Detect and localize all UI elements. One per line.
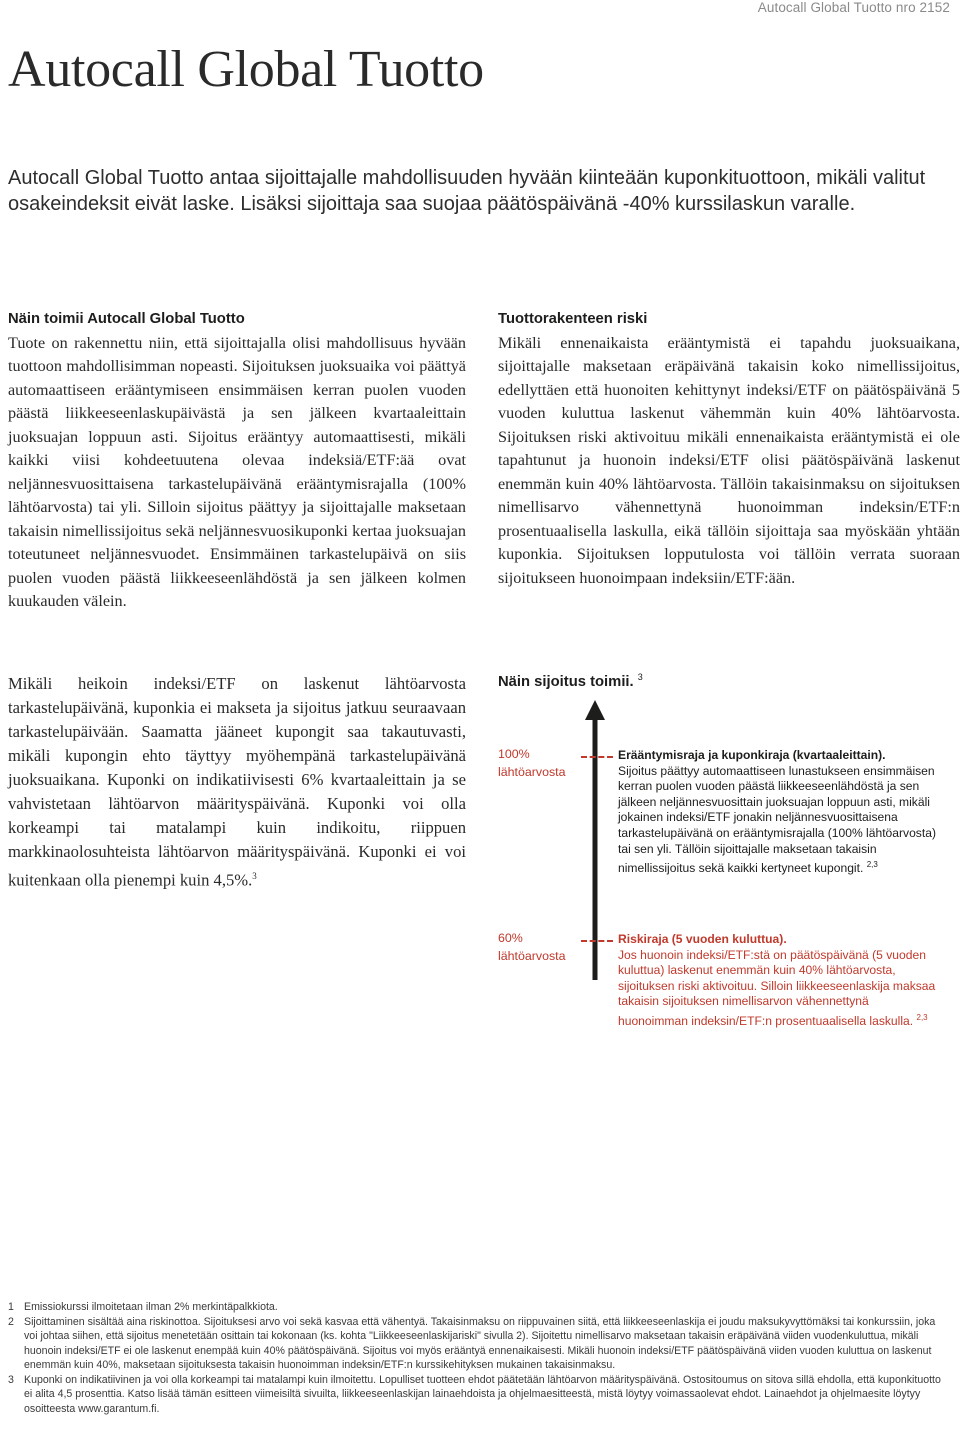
- coupon-footnote-ref: 3: [252, 871, 257, 881]
- footnotes: [8, 1300, 948, 1416]
- level-100-dash: [581, 756, 613, 758]
- coupon-paragraph: [8, 672, 466, 893]
- level-60-title: Riskiraja (5 vuoden kuluttua).: [618, 932, 787, 946]
- document-id: Autocall Global Tuotto nro 2152: [757, 0, 950, 15]
- footnote-number: 2: [8, 1315, 14, 1328]
- how-it-works-body: Tuote on rakennettu niin, että sijoittajalla olisi mahdollisuus hyvään tuottoon mahdollisimman nopeasti. Sijoituksen juoksuaika voi päättyä automaattiseen erääntymiseen ensimmäisen kerran puolen vuoden päästä liikkeeseenlaskupäivästä ja sen jälkeen kvartaaleittain juoksuajan loppuun asti. Sijoitus erääntyy automaattisesti, mikäli kaikki viisi kohdeetuutena olevaa indeksiä/ETF:ää ovat neljännesvuosittaisena tarkastelupäivänä erääntymisrajalla (100% lähtöarvosta) tai yli. Silloin sijoitus päättyy ja sijoittajalle maksetaan takaisin nimellissijoitus sekä neljännesvuosikuponki kertaa juoksuajan toteutuneet neljännesvuodet. Ensimmäinen tarkastelupäivä on siis puolen vuoden päästä liikkeeseenlähdöstä ja sen jälkeen kolmen kuukauden välein.: [8, 333, 466, 610]
- level-60-text: Jos huonoin indeksi/ETF:stä on päätöspäivänä (5 vuoden kuluttua) laskenut enemmän kuin 40% lähtöarvosta, sijoituksen riski aktivoituu. Silloin liikkeeseenlaskija maksaa takaisin sijoituksen nimellisarvon vähennettynä huonoimman indeksin/ETF:n prosentuaalisella laskulla.: [618, 947, 936, 1028]
- intro-paragraph: Autocall Global Tuotto antaa sijoittajalle mahdollisuuden hyvään kiinteään kuponkituottoon, mikäli valitut osakeindeksit eivät laske. Lisäksi sijoittaja saa suojaa päätöspäivänä -40% kurssilaskun varalle.: [8, 167, 926, 215]
- footnote-number: 3: [8, 1373, 14, 1386]
- risk-heading: Tuottorakenteen riski: [498, 311, 648, 327]
- arrow-up-icon: [583, 700, 607, 980]
- level-100-title: Erääntymisraja ja kuponkiraja (kvartaaleittain).: [618, 748, 886, 762]
- level-100-text: Sijoitus päättyy automaattiseen lunastukseen ensimmäisen kerran puolen vuoden päästä liikkeeseenlähdöstä ja sen jälkeen neljännesvuosittain juoksuajan loppuun asti, mikäli jokainen indeksi/ETF jonakin neljännesvuosittaisena tarkastelupäivänä on erääntymisrajalla (100% lähtöarvosta) tai sen yli. Tällöin sijoittajalle maksetaan takaisin nimellissijoitus sekä kaikki kertyneet kupongit.: [618, 763, 936, 876]
- coupon-paragraph-text: Mikäli heikoin indeksi/ETF on laskenut lähtöarvosta tarkastelupäivänä, kuponkia ei makseta ja sijoitus jatkuu seuraavaan tarkastelupäivään. Saamatta jääneet kupongit saa takautuvasti, mikäli kupongin ehto täyttyy myöhempänä tarkastelupäivänä juoksuaikana. Kuponki on indikatiivisesti 6% kvartaaleittain ja se vahvistetaan lähtöarvon määrityspäivänä. Kuponki voi olla korkeampi tai matalampi kuin indikoitu, riippuen markkinaolosuhteista lähtöarvon määrityspäivänä. Kuponki ei voi kuitenkaan olla pienempi kuin 4,5%.: [8, 674, 466, 890]
- footnote: [8, 1300, 948, 1315]
- page-title: Autocall Global Tuotto: [8, 41, 484, 98]
- risk-section: [498, 308, 960, 590]
- example-heading-ref: 3: [637, 672, 643, 682]
- footnote: [8, 1315, 948, 1373]
- footnote-number: 1: [8, 1301, 14, 1313]
- footnote-text: Emissiokurssi ilmoitetaan ilman 2% merkintäpalkkiota.: [24, 1301, 278, 1313]
- level-100-ref: 2,3: [866, 860, 878, 870]
- example-heading: [498, 672, 643, 690]
- footnote-text: Sijoittaminen sisältää aina riskinottoa. Sijoituksesi arvo voi sekä kasvaa että vähentyä. Takaisinmaksu on riippuvainen siitä, että liikkeeseenlaskija ei joudu maksukyvyttömäksi tai konkurssiin, joka voi johtaa siihen, että sijoitus menetetään osittain tai kokonaan (ks. kohta "Liikkeeseenlaskijariski" sivulla 2). Sijoitettu nimellisarvo maksetaan takaisin eräpäivänä viiden vuodenkuluttua, mikäli huonoin indeksi/ETF ei ole laskenut enempää kuin 40% päätöspäivänä. Sijoitus voi myös erääntyä ennenaikaisesti. Mikäli huonoin indeksi/ETF päätöspäivänä viiden vuoden kuluttua on laskenut enemmän kuin 40%, maksetaan sijoituksesta takaisin huonoimman indeksin/ETF:n kurssikehityksen mukainen takaisinmaksu.: [24, 1315, 936, 1371]
- footnote: [8, 1373, 948, 1417]
- level-60-dash: [581, 940, 613, 942]
- footnote-text: Kuponki on indikatiivinen ja voi olla korkeampi tai matalampi kuin ilmoitettu. Lopulliset tuotteen ehdot päätetään lähtöarvon määrityspäivänä. Ostositoumus on sitova sillä ehdolla, että kuponkituotto ei alita 4,5 prosenttia. Katso lisää tämän esitteen viimeisiltä sivuilta, liikkeeseenlaskijan lainaehdoista ja ohjelmaesitteestä, mistä löytyy voimassaolevat ehdot. Lainaehdot ja ohjelmaesite löytyy osoitteesta www.garantum.fi.: [24, 1373, 941, 1415]
- how-it-works-section: [8, 308, 466, 614]
- risk-body: Mikäli ennenaikaista erääntymistä ei tapahdu juoksuaikana, sijoittajalle maksetaan eräpäivänä takaisin koko nimellissijoitus, edellyttäen että huonoiten kehittynyt indeksi/ETF on päätöspäivänä 5 vuoden kuluttua laskenut vähemmän kuin 40% lähtöarvosta. Sijoituksen riski aktivoituu mikäli ennenaikaista erääntymistä ei ole tapahtunut ja huonoin indeksi/ETF olisi päätöspäivänä laskenut enemmän kuin 40% lähtöarvosta. Tällöin takaisinmaksu on sijoituksen nimellisarvo vähennettynä huonoimman indeksin/ETF:n prosentuaalisella laskulla, eikä tällöin sijoittaja saa myöskään yhtään kuponkia. Sijoituksen lopputulosta voi tällöin verrata suoraan sijoitukseen huonoimpaan indeksiin/ETF:ään.: [498, 333, 960, 587]
- level-60-ref: 2,3: [916, 1012, 928, 1022]
- example-heading-text: Näin sijoitus toimii.: [498, 673, 634, 690]
- level-100-label: 100% lähtöarvosta: [498, 747, 566, 779]
- how-it-works-heading: Näin toimii Autocall Global Tuotto: [8, 311, 245, 327]
- level-100-description: [618, 748, 938, 877]
- level-60-label: 60% lähtöarvosta: [498, 931, 566, 963]
- level-60-description: [618, 932, 938, 1030]
